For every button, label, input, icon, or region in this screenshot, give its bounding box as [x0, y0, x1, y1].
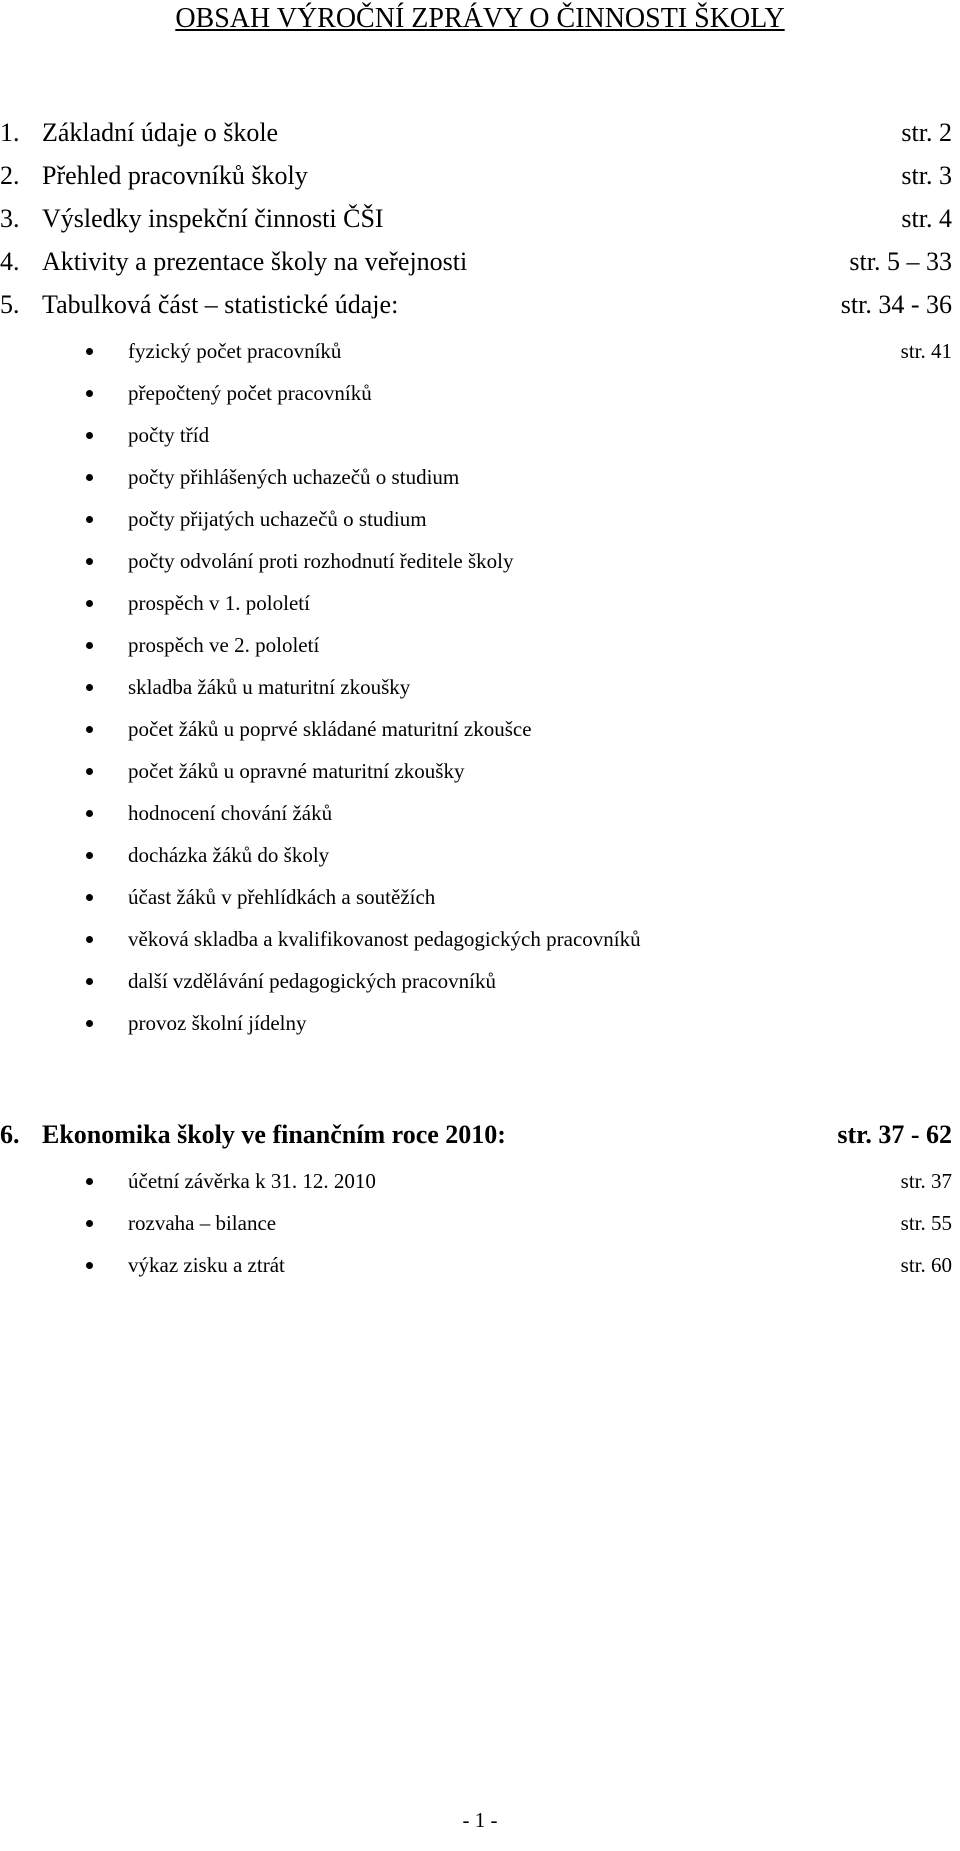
subitem-label: provoz školní jídelny — [128, 1011, 307, 1035]
section-label: Ekonomika školy ve finančním roce 2010: — [42, 1120, 506, 1149]
bullet-icon — [86, 768, 93, 775]
bullet-icon — [86, 390, 93, 397]
subitem-label: věková skladba a kvalifikovanost pedagogických pracovníků — [128, 927, 641, 951]
toc-subitem — [0, 420, 960, 450]
section-number: 6. — [0, 1120, 20, 1149]
section-label: Základní údaje o škole — [42, 118, 279, 147]
section-label: Tabulková část – statistické údaje: — [42, 290, 399, 319]
bullet-icon — [86, 474, 93, 481]
toc-subitem — [0, 1166, 960, 1196]
toc-subitem — [0, 756, 960, 786]
section-number: 2. — [0, 161, 20, 190]
subitem-label: přepočtený počet pracovníků — [128, 381, 372, 405]
toc-subitem — [0, 882, 960, 912]
toc-subitem — [0, 336, 960, 366]
bullet-icon — [86, 852, 93, 859]
subitem-label: prospěch ve 2. pololetí — [128, 633, 320, 657]
bullet-icon — [86, 600, 93, 607]
toc-section — [0, 159, 960, 193]
subitem-label: skladba žáků u maturitní zkoušky — [128, 675, 411, 699]
toc-section — [0, 288, 960, 322]
bullet-icon — [86, 1020, 93, 1027]
bullet-icon — [86, 1220, 93, 1227]
bullet-icon — [86, 726, 93, 733]
subitem-label: výkaz zisku a ztrát — [128, 1253, 285, 1277]
toc-subitem — [0, 378, 960, 408]
section-page: str. 34 - 36 — [840, 290, 952, 319]
section-label: Aktivity a prezentace školy na veřejnosti — [42, 247, 468, 276]
bullet-icon — [86, 810, 93, 817]
subitem-label: rozvaha – bilance — [128, 1211, 277, 1235]
subitem-label: fyzický počet pracovníků — [128, 339, 342, 363]
subitem-label: další vzdělávání pedagogických pracovníků — [128, 969, 496, 993]
bullet-icon — [86, 978, 93, 985]
subitem-label: hodnocení chování žáků — [128, 801, 333, 825]
section-number: 1. — [0, 118, 20, 147]
subitem-label: účast žáků v přehlídkách a soutěžích — [128, 885, 436, 909]
toc-subitem — [0, 546, 960, 576]
section-page: str. 5 – 33 — [849, 247, 952, 276]
subitem-label: počty odvolání proti rozhodnutí ředitele školy — [128, 549, 514, 573]
toc-subitem — [0, 798, 960, 828]
toc-subitem — [0, 462, 960, 492]
section-number: 4. — [0, 247, 20, 276]
subitem-label: počty přijatých uchazečů o studium — [128, 507, 427, 531]
toc-section — [0, 116, 960, 150]
toc-subitem — [0, 966, 960, 996]
section-number: 3. — [0, 204, 20, 233]
bullet-icon — [86, 558, 93, 565]
section-page: str. 2 — [901, 118, 952, 147]
section-page: str. 4 — [901, 204, 952, 233]
toc-subitem — [0, 630, 960, 660]
section-label: Přehled pracovníků školy — [42, 161, 308, 190]
bullet-icon — [86, 1178, 93, 1185]
subitem-label: počty tříd — [128, 423, 210, 447]
section-label: Výsledky inspekční činnosti ČŠI — [42, 204, 384, 233]
subitem-label: počty přihlášených uchazečů o studium — [128, 465, 460, 489]
bullet-icon — [86, 936, 93, 943]
toc-section — [0, 245, 960, 279]
bullet-icon — [86, 894, 93, 901]
toc-subitem — [0, 1008, 960, 1038]
subitem-page: str. 60 — [900, 1253, 952, 1277]
subitem-label: počet žáků u poprvé skládané maturitní zkoušce — [128, 717, 532, 741]
subitem-label: účetní závěrka k 31. 12. 2010 — [128, 1169, 376, 1193]
bullet-icon — [86, 684, 93, 691]
toc-subitem — [0, 840, 960, 870]
subitem-page: str. 37 — [900, 1169, 952, 1193]
subitem-label: docházka žáků do školy — [128, 843, 330, 867]
subitem-page: str. 55 — [900, 1211, 952, 1235]
bullet-icon — [86, 1262, 93, 1269]
toc-subitem — [0, 714, 960, 744]
bullet-icon — [86, 432, 93, 439]
toc-subitem — [0, 924, 960, 954]
toc-subitem — [0, 504, 960, 534]
section-page: str. 37 - 62 — [837, 1120, 952, 1149]
subitem-label: počet žáků u opravné maturitní zkoušky — [128, 759, 465, 783]
page-number: - 1 - — [462, 1808, 498, 1832]
subitem-page: str. 41 — [900, 339, 952, 363]
bullet-icon — [86, 642, 93, 649]
toc-subitem — [0, 1250, 960, 1280]
section-number: 5. — [0, 290, 20, 319]
toc-subitem — [0, 588, 960, 618]
bullet-icon — [86, 348, 93, 355]
section-page: str. 3 — [901, 161, 952, 190]
toc-subitem — [0, 1208, 960, 1238]
toc-subitem — [0, 672, 960, 702]
subitem-label: prospěch v 1. pololetí — [128, 591, 310, 615]
bullet-icon — [86, 516, 93, 523]
document-title: OBSAH VÝROČNÍ ZPRÁVY O ČINNOSTI ŠKOLY — [175, 3, 785, 34]
toc-section — [0, 1118, 960, 1152]
toc-section — [0, 202, 960, 236]
